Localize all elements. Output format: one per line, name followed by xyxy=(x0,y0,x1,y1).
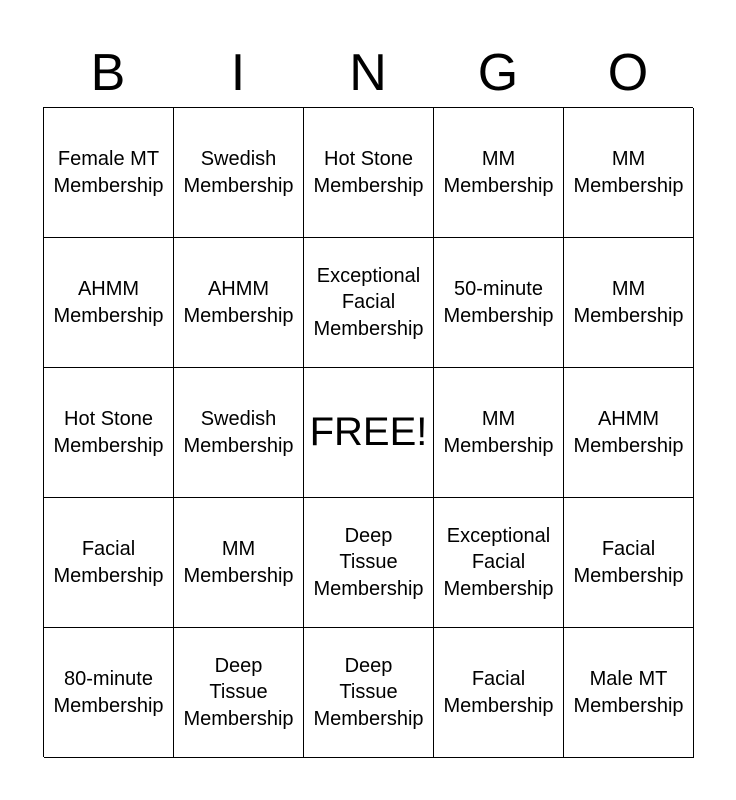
bingo-cell: Female MT Membership xyxy=(44,108,174,238)
bingo-grid xyxy=(43,107,693,757)
bingo-cell: Facial Membership xyxy=(564,498,694,628)
bingo-cell: MM Membership xyxy=(434,368,564,498)
bingo-cell: Swedish Membership xyxy=(174,368,304,498)
bingo-cell: Deep Tissue Membership xyxy=(304,628,434,758)
bingo-cell: 80-minute Membership xyxy=(44,628,174,758)
header-letter-b: B xyxy=(90,44,126,102)
bingo-cell: AHMM Membership xyxy=(564,368,694,498)
bingo-cell: AHMM Membership xyxy=(174,238,304,368)
bingo-cell: MM Membership xyxy=(174,498,304,628)
header-letter-g: G xyxy=(477,44,519,102)
bingo-cell: Exceptional Facial Membership xyxy=(434,498,564,628)
bingo-cell: Male MT Membership xyxy=(564,628,694,758)
bingo-header xyxy=(43,40,693,106)
bingo-cell: Facial Membership xyxy=(44,498,174,628)
bingo-cell: 50-minute Membership xyxy=(434,238,564,368)
bingo-cell: AHMM Membership xyxy=(44,238,174,368)
header-letter-o: O xyxy=(607,44,649,102)
bingo-cell: Deep Tissue Membership xyxy=(304,498,434,628)
bingo-cell: Hot Stone Membership xyxy=(44,368,174,498)
header-letter-n: N xyxy=(349,44,387,102)
bingo-cell: Hot Stone Membership xyxy=(304,108,434,238)
bingo-cell: MM Membership xyxy=(434,108,564,238)
bingo-cell: Swedish Membership xyxy=(174,108,304,238)
bingo-cell: Facial Membership xyxy=(434,628,564,758)
bingo-cell: MM Membership xyxy=(564,108,694,238)
bingo-cell: Deep Tissue Membership xyxy=(174,628,304,758)
header-letter-i: I xyxy=(230,44,246,102)
free-space: FREE! xyxy=(304,368,434,498)
bingo-cell: MM Membership xyxy=(564,238,694,368)
bingo-cell: Exceptional Facial Membership xyxy=(304,238,434,368)
